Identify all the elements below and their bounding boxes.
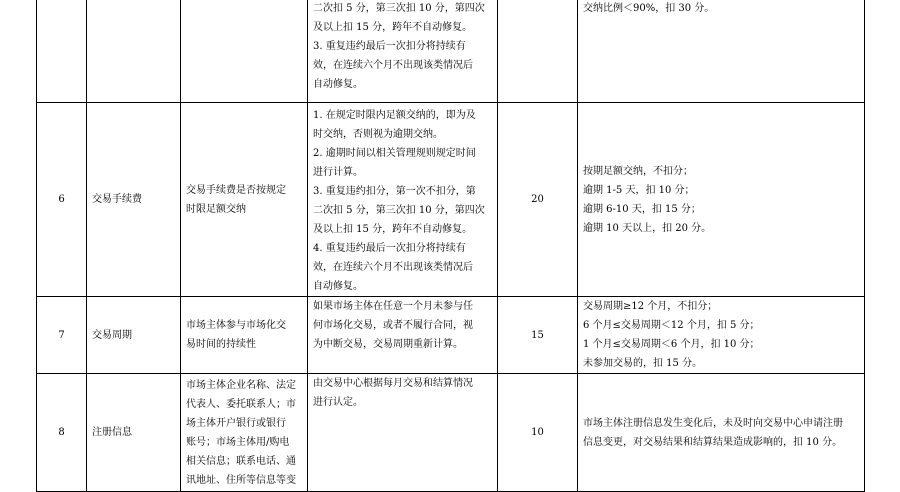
rules-cell <box>308 0 498 103</box>
row-number-cell-text: 7 <box>58 329 65 341</box>
standard-cell-line: 交易周期≥12 个月，不扣分； <box>583 301 718 312</box>
standard-cell-line: 6 个月≤交易周期＜12 个月，扣 5 分； <box>583 320 760 331</box>
item-name-cell-text: 交易周期 <box>92 329 132 341</box>
rules-cell <box>308 297 498 374</box>
condition-cell-line: 场主体开户银行或银行 <box>186 418 286 429</box>
condition-cell <box>181 297 308 374</box>
condition-cell <box>181 374 308 492</box>
standard-cell <box>578 374 865 492</box>
item-name-cell <box>87 0 181 103</box>
rules-cell-line: 何市场化交易，或者不履行合同，视 <box>313 320 473 331</box>
rules-cell-line: 1. 在规定时限内足额交纳的，即为及 <box>313 110 476 121</box>
row-number-cell-text: 6 <box>58 194 65 205</box>
standard-cell-line: 逾期 6-10 天，扣 15 分； <box>583 203 701 215</box>
rules-cell-line: 进行计算。 <box>313 167 363 178</box>
score-cell <box>498 103 578 297</box>
condition-cell <box>181 0 308 103</box>
condition-cell-line: 相关信息；联系电话、通 <box>186 456 296 467</box>
row-number-cell <box>37 374 87 492</box>
rules-cell-line: 效，在连续六个月不出现该类情况后 <box>313 60 473 71</box>
rules-cell-line: 如果市场主体在任意一个月未参与任 <box>313 301 473 312</box>
rules-cell-line: 4. 重复违约最后一次扣分将持续有 <box>313 243 466 254</box>
score-cell-text: 10 <box>531 427 544 438</box>
standard-cell <box>578 0 865 103</box>
standard-cell <box>578 103 865 297</box>
rules-cell-line: 自动修复。 <box>313 79 363 90</box>
row-number-cell <box>37 0 87 103</box>
standard-cell-line: 市场主体注册信息发生变化后，未及时向交易中心申请注册 <box>583 417 843 429</box>
condition-cell-line: 易时间的持续性 <box>186 339 256 350</box>
standard-cell-line: 交纳比例＜90%，扣 30 分。 <box>583 3 715 14</box>
rules-cell <box>308 103 498 297</box>
score-cell-text: 20 <box>531 194 544 205</box>
item-name-cell <box>87 297 181 374</box>
condition-cell-line: 账号；市场主体用/购电 <box>186 437 290 448</box>
standard-cell-line: 未参加交易的，扣 15 分。 <box>583 358 703 369</box>
rules-cell-line: 二次扣 5 分，第三次扣 10 分，第四次 <box>313 3 485 14</box>
rules-cell <box>308 374 498 492</box>
condition-cell-line: 市场主体企业名称、法定 <box>186 380 296 391</box>
condition-cell-line: 代表人、委托联系人；市 <box>186 399 296 410</box>
score-cell <box>498 374 578 492</box>
condition-cell <box>181 103 308 297</box>
item-name-cell <box>87 374 181 492</box>
item-name-cell-text: 注册信息 <box>92 427 132 438</box>
score-cell <box>498 0 578 103</box>
condition-cell-line: 讯地址、住所等信息等变 <box>186 475 296 486</box>
item-name-cell-text: 交易手续费 <box>92 194 142 205</box>
score-cell-text: 15 <box>531 329 544 341</box>
row-number-cell-text: 8 <box>58 427 65 438</box>
condition-cell-line: 交易手续费是否按规定 <box>186 184 286 196</box>
standard-cell-line: 按期足额交纳，不扣分； <box>583 165 693 177</box>
standard-cell-line: 信息变更，对交易结果和结算结果造成影响的，扣 10 分。 <box>583 436 843 448</box>
row-number-cell <box>37 297 87 374</box>
rules-cell-line: 2. 逾期时间以相关管理规则规定时间 <box>313 148 476 159</box>
standard-cell-line: 逾期 1-5 天，扣 10 分； <box>583 184 695 196</box>
item-name-cell <box>87 103 181 297</box>
condition-cell-line: 时限足额交纳 <box>186 203 246 215</box>
condition-cell-line: 市场主体参与市场化交 <box>186 320 286 331</box>
rules-cell-line: 为中断交易，交易周期重新计算。 <box>313 339 463 350</box>
table-row <box>37 374 865 492</box>
rules-cell-line: 进行认定。 <box>313 397 363 408</box>
rules-cell-line: 3. 重复违约最后一次扣分将持续有 <box>313 41 466 52</box>
rules-cell-line: 及以上扣 15 分，跨年不自动修复。 <box>313 224 473 235</box>
standard-cell-line: 逾期 10 天以上，扣 20 分。 <box>583 222 712 234</box>
rules-cell-line: 及以上扣 15 分，跨年不自动修复。 <box>313 22 473 33</box>
rules-cell-line: 自动修复。 <box>313 281 363 292</box>
standard-cell-line: 1 个月≤交易周期＜6 个月，扣 10 分； <box>583 339 760 350</box>
scoring-table <box>36 0 865 492</box>
standard-cell <box>578 297 865 374</box>
row-number-cell <box>37 103 87 297</box>
table-row <box>37 103 865 297</box>
table-row <box>37 0 865 103</box>
rules-cell-line: 时交纳，否则视为逾期交纳。 <box>313 129 443 140</box>
rules-cell-line: 3. 重复违约扣分，第一次不扣分，第 <box>313 186 476 197</box>
rules-cell-line: 二次扣 5 分，第三次扣 10 分，第四次 <box>313 205 485 216</box>
rules-cell-line: 由交易中心根据每月交易和结算情况 <box>313 378 473 389</box>
score-cell <box>498 297 578 374</box>
rules-cell-line: 效，在连续六个月不出现该类情况后 <box>313 262 473 273</box>
table-row <box>37 297 865 374</box>
